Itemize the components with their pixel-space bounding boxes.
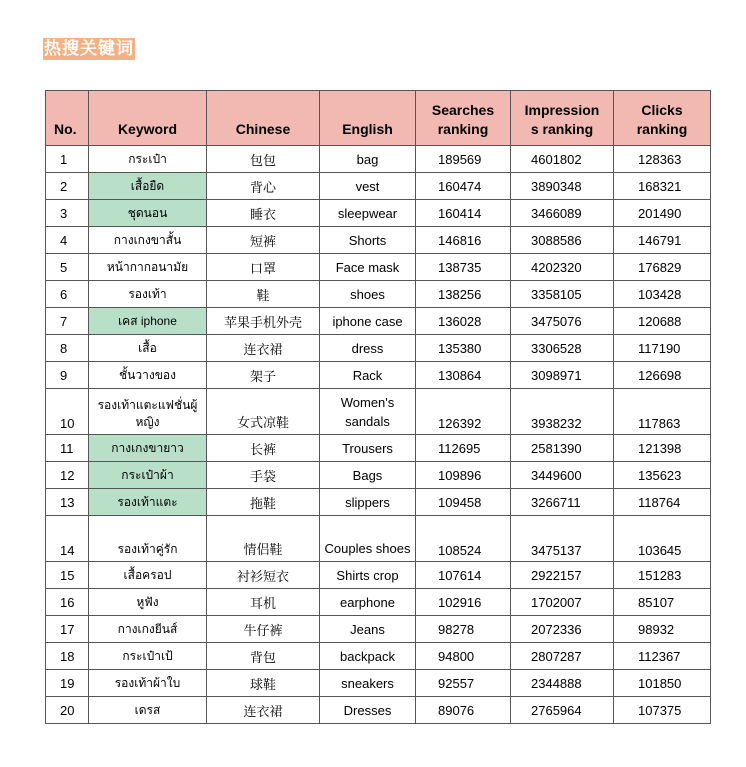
cell-clicks: 128363 bbox=[614, 146, 711, 173]
header-searches-line1: Searches bbox=[431, 102, 495, 118]
cell-no: 16 bbox=[46, 589, 89, 616]
cell-keyword: เสื้อยืด bbox=[89, 173, 207, 200]
cell-clicks: 117190 bbox=[614, 335, 711, 362]
cell-chinese: 架子 bbox=[207, 362, 320, 389]
table-row bbox=[46, 435, 711, 462]
keyword-table bbox=[45, 90, 711, 724]
table-row bbox=[46, 616, 711, 643]
cell-clicks: 98932 bbox=[614, 616, 711, 643]
cell-keyword: รองเท้า bbox=[89, 281, 207, 308]
cell-no: 5 bbox=[46, 254, 89, 281]
cell-searches: 130864 bbox=[416, 362, 511, 389]
cell-searches: 92557 bbox=[416, 670, 511, 697]
cell-no: 10 bbox=[46, 389, 89, 435]
cell-impressions: 3266711 bbox=[511, 489, 614, 516]
cell-keyword: ชุดนอน bbox=[89, 200, 207, 227]
cell-chinese: 女式凉鞋 bbox=[207, 389, 320, 435]
cell-no: 20 bbox=[46, 697, 89, 724]
table-row bbox=[46, 173, 711, 200]
cell-clicks: 107375 bbox=[614, 697, 711, 724]
table-row bbox=[46, 589, 711, 616]
header-row bbox=[46, 91, 711, 146]
cell-impressions: 3890348 bbox=[511, 173, 614, 200]
table-row bbox=[46, 562, 711, 589]
cell-no: 19 bbox=[46, 670, 89, 697]
cell-searches: 112695 bbox=[416, 435, 511, 462]
cell-no: 8 bbox=[46, 335, 89, 362]
cell-english: Dresses bbox=[320, 697, 416, 724]
cell-keyword: กางเกงยีนส์ bbox=[89, 616, 207, 643]
cell-no: 9 bbox=[46, 362, 89, 389]
cell-keyword: ชั้นวางของ bbox=[89, 362, 207, 389]
cell-no: 12 bbox=[46, 462, 89, 489]
table-row bbox=[46, 146, 711, 173]
cell-english: bag bbox=[320, 146, 416, 173]
cell-no: 13 bbox=[46, 489, 89, 516]
table-row bbox=[46, 254, 711, 281]
cell-searches: 189569 bbox=[416, 146, 511, 173]
header-no: No. bbox=[46, 91, 89, 146]
cell-english: earphone bbox=[320, 589, 416, 616]
cell-clicks: 151283 bbox=[614, 562, 711, 589]
table-row bbox=[46, 516, 711, 562]
table-row bbox=[46, 643, 711, 670]
cell-clicks: 101850 bbox=[614, 670, 711, 697]
table-row bbox=[46, 227, 711, 254]
header-clicks-line2: ranking bbox=[636, 121, 688, 137]
cell-keyword: รองเท้าคู่รัก bbox=[89, 516, 207, 562]
cell-keyword: รองเท้าแตะ bbox=[89, 489, 207, 516]
cell-no: 4 bbox=[46, 227, 89, 254]
header-chinese: Chinese bbox=[207, 91, 320, 146]
cell-searches: 136028 bbox=[416, 308, 511, 335]
cell-clicks: 146791 bbox=[614, 227, 711, 254]
cell-chinese: 手袋 bbox=[207, 462, 320, 489]
page-title: 热搜关键词 bbox=[44, 39, 134, 59]
cell-english: slippers bbox=[320, 489, 416, 516]
header-searches-line2: ranking bbox=[437, 121, 489, 137]
cell-impressions: 2344888 bbox=[511, 670, 614, 697]
cell-keyword: กางเกงขาสั้น bbox=[89, 227, 207, 254]
cell-no: 1 bbox=[46, 146, 89, 173]
cell-english: sneakers bbox=[320, 670, 416, 697]
cell-no: 17 bbox=[46, 616, 89, 643]
header-keyword: Keyword bbox=[89, 91, 207, 146]
cell-keyword: รองเท้าแตะแฟชั่นผู้หญิง bbox=[89, 389, 207, 435]
cell-chinese: 短裤 bbox=[207, 227, 320, 254]
table-row bbox=[46, 200, 711, 227]
cell-keyword: เสื้อ bbox=[89, 335, 207, 362]
cell-chinese: 背心 bbox=[207, 173, 320, 200]
cell-english: vest bbox=[320, 173, 416, 200]
cell-impressions: 2922157 bbox=[511, 562, 614, 589]
header-searches-ranking bbox=[416, 91, 511, 146]
cell-keyword: เคส iphone bbox=[89, 308, 207, 335]
cell-chinese: 连衣裙 bbox=[207, 697, 320, 724]
header-clicks-line1: Clicks bbox=[641, 102, 683, 118]
cell-clicks: 112367 bbox=[614, 643, 711, 670]
cell-impressions: 1702007 bbox=[511, 589, 614, 616]
cell-english: sleepwear bbox=[320, 200, 416, 227]
cell-clicks: 201490 bbox=[614, 200, 711, 227]
cell-impressions: 4202320 bbox=[511, 254, 614, 281]
cell-searches: 108524 bbox=[416, 516, 511, 562]
cell-english: Women's sandals bbox=[320, 389, 416, 435]
cell-no: 2 bbox=[46, 173, 89, 200]
cell-impressions: 3466089 bbox=[511, 200, 614, 227]
cell-searches: 107614 bbox=[416, 562, 511, 589]
cell-keyword: รองเท้าผ้าใบ bbox=[89, 670, 207, 697]
cell-impressions: 3306528 bbox=[511, 335, 614, 362]
cell-chinese: 牛仔裤 bbox=[207, 616, 320, 643]
cell-searches: 98278 bbox=[416, 616, 511, 643]
cell-keyword: หูฟัง bbox=[89, 589, 207, 616]
cell-english: backpack bbox=[320, 643, 416, 670]
cell-english: Jeans bbox=[320, 616, 416, 643]
cell-no: 3 bbox=[46, 200, 89, 227]
table-row bbox=[46, 697, 711, 724]
cell-chinese: 耳机 bbox=[207, 589, 320, 616]
cell-chinese: 包包 bbox=[207, 146, 320, 173]
cell-english: shoes bbox=[320, 281, 416, 308]
cell-keyword: กระเป๋า bbox=[89, 146, 207, 173]
cell-english: Bags bbox=[320, 462, 416, 489]
cell-searches: 94800 bbox=[416, 643, 511, 670]
cell-chinese: 拖鞋 bbox=[207, 489, 320, 516]
cell-english: Couples shoes bbox=[320, 516, 416, 562]
table-row bbox=[46, 362, 711, 389]
cell-keyword: เดรส bbox=[89, 697, 207, 724]
cell-searches: 102916 bbox=[416, 589, 511, 616]
cell-clicks: 126698 bbox=[614, 362, 711, 389]
cell-clicks: 103645 bbox=[614, 516, 711, 562]
cell-impressions: 3938232 bbox=[511, 389, 614, 435]
table-row bbox=[46, 281, 711, 308]
cell-clicks: 121398 bbox=[614, 435, 711, 462]
table-row bbox=[46, 489, 711, 516]
cell-searches: 146816 bbox=[416, 227, 511, 254]
table-row bbox=[46, 462, 711, 489]
cell-impressions: 3475137 bbox=[511, 516, 614, 562]
cell-searches: 126392 bbox=[416, 389, 511, 435]
cell-no: 7 bbox=[46, 308, 89, 335]
cell-keyword: กระเป๋าเป้ bbox=[89, 643, 207, 670]
cell-chinese: 衬衫短衣 bbox=[207, 562, 320, 589]
header-impressions-line2: s ranking bbox=[530, 121, 594, 137]
cell-searches: 135380 bbox=[416, 335, 511, 362]
cell-clicks: 118764 bbox=[614, 489, 711, 516]
cell-english: Shorts bbox=[320, 227, 416, 254]
cell-clicks: 168321 bbox=[614, 173, 711, 200]
cell-impressions: 2581390 bbox=[511, 435, 614, 462]
cell-searches: 109896 bbox=[416, 462, 511, 489]
table-row bbox=[46, 335, 711, 362]
cell-no: 14 bbox=[46, 516, 89, 562]
cell-impressions: 3098971 bbox=[511, 362, 614, 389]
cell-chinese: 鞋 bbox=[207, 281, 320, 308]
header-impressions-ranking bbox=[511, 91, 614, 146]
cell-chinese: 球鞋 bbox=[207, 670, 320, 697]
cell-clicks: 103428 bbox=[614, 281, 711, 308]
table-row bbox=[46, 670, 711, 697]
cell-chinese: 苹果手机外壳 bbox=[207, 308, 320, 335]
cell-clicks: 176829 bbox=[614, 254, 711, 281]
cell-no: 6 bbox=[46, 281, 89, 308]
cell-clicks: 85107 bbox=[614, 589, 711, 616]
cell-impressions: 2072336 bbox=[511, 616, 614, 643]
cell-no: 18 bbox=[46, 643, 89, 670]
cell-no: 11 bbox=[46, 435, 89, 462]
cell-impressions: 3088586 bbox=[511, 227, 614, 254]
table-row bbox=[46, 308, 711, 335]
cell-chinese: 连衣裙 bbox=[207, 335, 320, 362]
cell-keyword: หน้ากากอนามัย bbox=[89, 254, 207, 281]
cell-searches: 109458 bbox=[416, 489, 511, 516]
cell-no: 15 bbox=[46, 562, 89, 589]
cell-impressions: 3449600 bbox=[511, 462, 614, 489]
cell-chinese: 口罩 bbox=[207, 254, 320, 281]
cell-english: Face mask bbox=[320, 254, 416, 281]
cell-english: dress bbox=[320, 335, 416, 362]
cell-english: iphone case bbox=[320, 308, 416, 335]
cell-searches: 160414 bbox=[416, 200, 511, 227]
header-clicks-ranking bbox=[614, 91, 711, 146]
table-row bbox=[46, 389, 711, 435]
cell-impressions: 4601802 bbox=[511, 146, 614, 173]
cell-clicks: 135623 bbox=[614, 462, 711, 489]
cell-impressions: 3475076 bbox=[511, 308, 614, 335]
cell-keyword: เสื้อครอป bbox=[89, 562, 207, 589]
cell-searches: 160474 bbox=[416, 173, 511, 200]
cell-english: Shirts crop bbox=[320, 562, 416, 589]
cell-searches: 138735 bbox=[416, 254, 511, 281]
header-english: English bbox=[320, 91, 416, 146]
cell-impressions: 3358105 bbox=[511, 281, 614, 308]
cell-english: Rack bbox=[320, 362, 416, 389]
cell-keyword: กระเป๋าผ้า bbox=[89, 462, 207, 489]
cell-chinese: 背包 bbox=[207, 643, 320, 670]
cell-keyword: กางเกงขายาว bbox=[89, 435, 207, 462]
cell-clicks: 120688 bbox=[614, 308, 711, 335]
cell-chinese: 情侣鞋 bbox=[207, 516, 320, 562]
cell-chinese: 长裤 bbox=[207, 435, 320, 462]
cell-english: Trousers bbox=[320, 435, 416, 462]
cell-chinese: 睡衣 bbox=[207, 200, 320, 227]
cell-clicks: 117863 bbox=[614, 389, 711, 435]
cell-impressions: 2765964 bbox=[511, 697, 614, 724]
header-impressions-line1: Impression bbox=[524, 102, 600, 118]
cell-impressions: 2807287 bbox=[511, 643, 614, 670]
cell-searches: 138256 bbox=[416, 281, 511, 308]
cell-searches: 89076 bbox=[416, 697, 511, 724]
